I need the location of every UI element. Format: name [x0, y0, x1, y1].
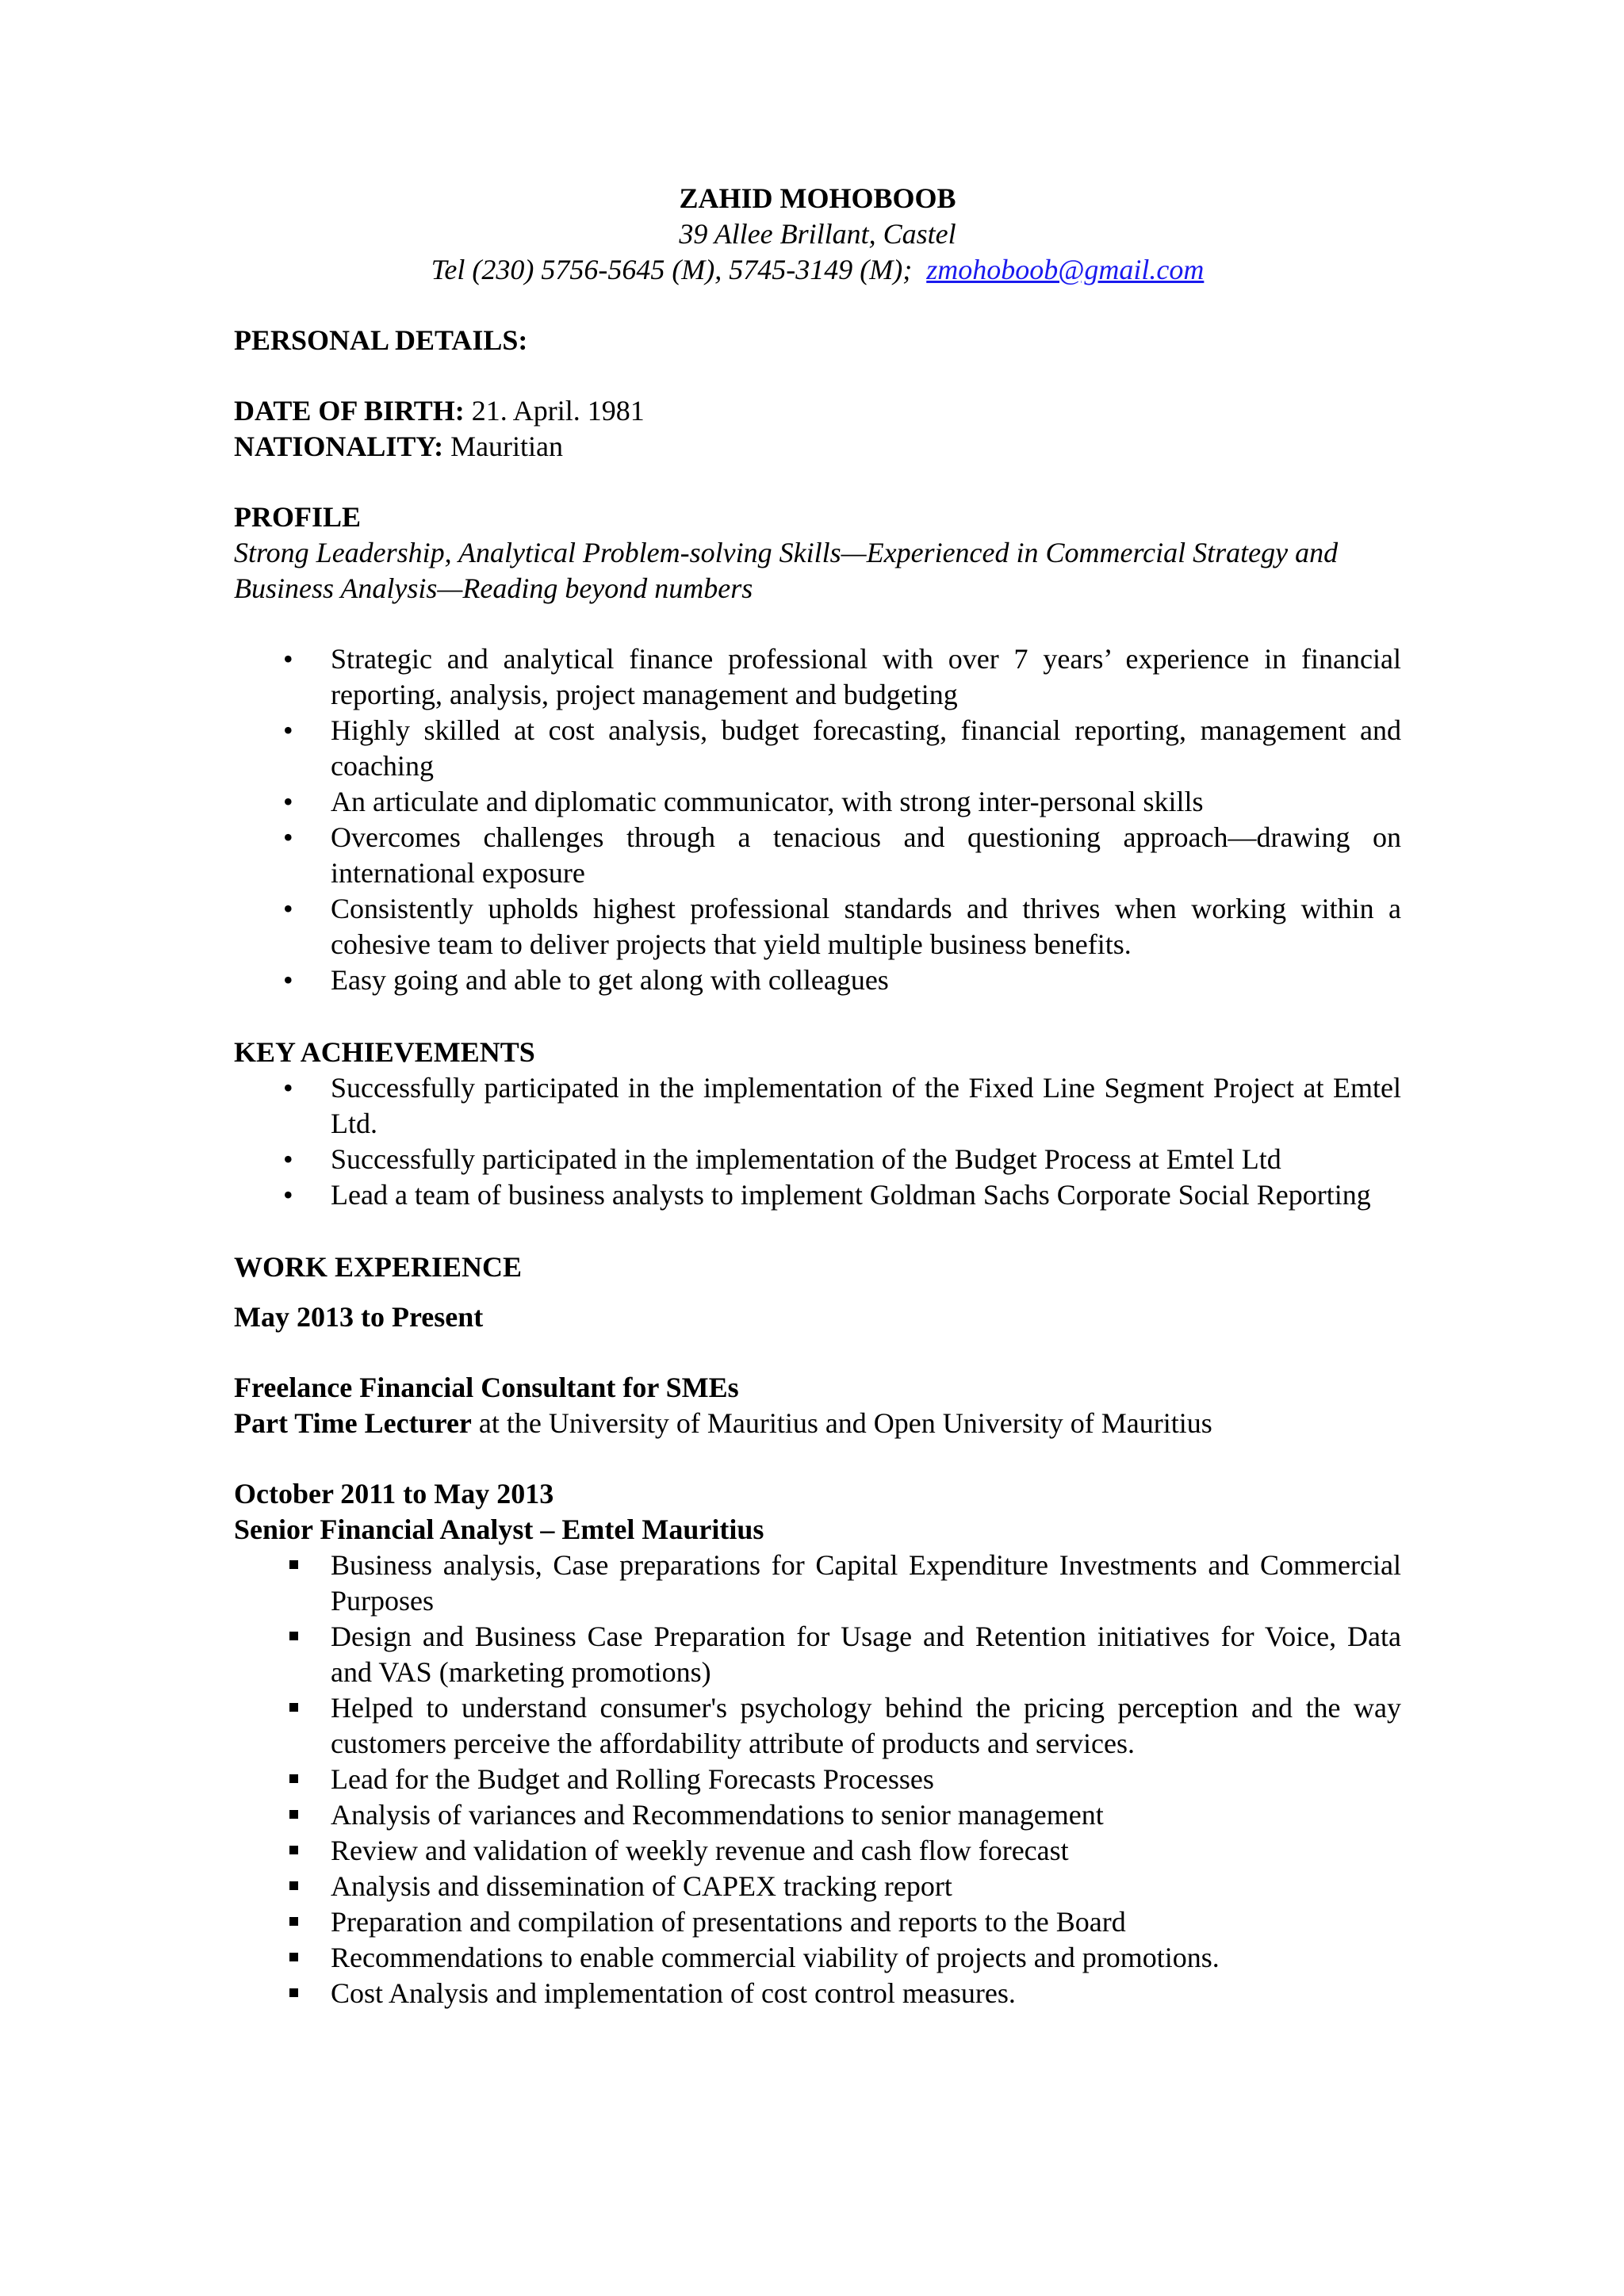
job1-role-lecturer: [234, 1406, 1401, 1441]
lecturer-detail: at the University of Mauritius and Open University of Mauritius: [471, 1407, 1212, 1439]
job1-role-freelance: Freelance Financial Consultant for SMEs: [234, 1372, 739, 1403]
telephone: Tel (230) 5756-5645 (M), 5745-3149 (M);: [431, 254, 913, 285]
list-item: Cost Analysis and implementation of cost control measures.: [234, 1976, 1401, 2011]
list-item: Analysis and dissemination of CAPEX tracking report: [234, 1869, 1401, 1904]
profile-heading: PROFILE: [234, 501, 362, 533]
work-experience-heading: WORK EXPERIENCE: [234, 1251, 523, 1283]
list-item: • Consistently upholds highest professional standards and thrives when working within a cohesive team to deliver projects that yield multiple business benefits.: [234, 891, 1401, 962]
list-item: Recommendations to enable commercial viability of projects and promotions.: [234, 1940, 1401, 1976]
key-achievements-heading: KEY ACHIEVEMENTS: [234, 1036, 535, 1068]
job2-duties-list: [234, 1548, 1401, 2011]
candidate-name: ZAHID MOHOBOOB: [679, 182, 956, 214]
contact-line: [234, 252, 1401, 288]
email-link[interactable]: zmohoboob@gmail.com: [926, 254, 1205, 285]
profile-list: [234, 641, 1401, 998]
nationality-value: Mauritian: [450, 430, 564, 462]
dob-value: 21. April. 1981: [471, 395, 645, 427]
list-item: • Highly skilled at cost analysis, budget forecasting, financial reporting, management and coaching: [234, 713, 1401, 784]
list-item: • Easy going and able to get along with colleagues: [234, 962, 1401, 998]
job2-title: Senior Financial Analyst – Emtel Mauritius: [234, 1513, 764, 1545]
list-item: • Successfully participated in the implementation of the Budget Process at Emtel Ltd: [234, 1142, 1401, 1177]
list-item: Analysis of variances and Recommendations to senior management: [234, 1797, 1401, 1833]
list-item: • Lead a team of business analysts to implement Goldman Sachs Corporate Social Reporting: [234, 1177, 1401, 1213]
profile-tagline: Strong Leadership, Analytical Problem-solving Skills—Experienced in Commercial Strategy and Business Analysis—Reading beyond numbers: [234, 537, 1339, 604]
resume-page: [234, 181, 1401, 2011]
list-item: • Successfully participated in the implementation of the Fixed Line Segment Project at Emtel Ltd.: [234, 1070, 1401, 1142]
list-item: • Overcomes challenges through a tenacious and questioning approach—drawing on international exposure: [234, 820, 1401, 891]
address: 39 Allee Brillant, Castel: [679, 218, 956, 250]
job2-period: October 2011 to May 2013: [234, 1478, 554, 1510]
nationality: [234, 429, 1401, 465]
lecturer-title: Part Time Lecturer: [234, 1407, 472, 1439]
list-item: Preparation and compilation of presentations and reports to the Board: [234, 1904, 1401, 1940]
list-item: Business analysis, Case preparations for Capital Expenditure Investments and Commercial Purposes: [234, 1548, 1401, 1619]
list-item: Review and validation of weekly revenue and cash flow forecast: [234, 1833, 1401, 1869]
achievements-list: [234, 1070, 1401, 1213]
date-of-birth: [234, 393, 1401, 429]
dob-label: DATE OF BIRTH:: [234, 395, 465, 427]
list-item: • Strategic and analytical finance professional with over 7 years’ experience in financial reporting, analysis, project management and budgeting: [234, 641, 1401, 713]
list-item: Lead for the Budget and Rolling Forecasts Processes: [234, 1762, 1401, 1797]
list-item: • An articulate and diplomatic communicator, with strong inter-personal skills: [234, 784, 1401, 820]
job1-period: May 2013 to Present: [234, 1301, 484, 1333]
list-item: Design and Business Case Preparation for Usage and Retention initiatives for Voice, Data and VAS (marketing promotions): [234, 1619, 1401, 1690]
personal-details-heading: PERSONAL DETAILS:: [234, 324, 528, 356]
nationality-label: NATIONALITY:: [234, 430, 444, 462]
list-item: Helped to understand consumer's psychology behind the pricing perception and the way customers perceive the affordability attribute of products and services.: [234, 1690, 1401, 1762]
